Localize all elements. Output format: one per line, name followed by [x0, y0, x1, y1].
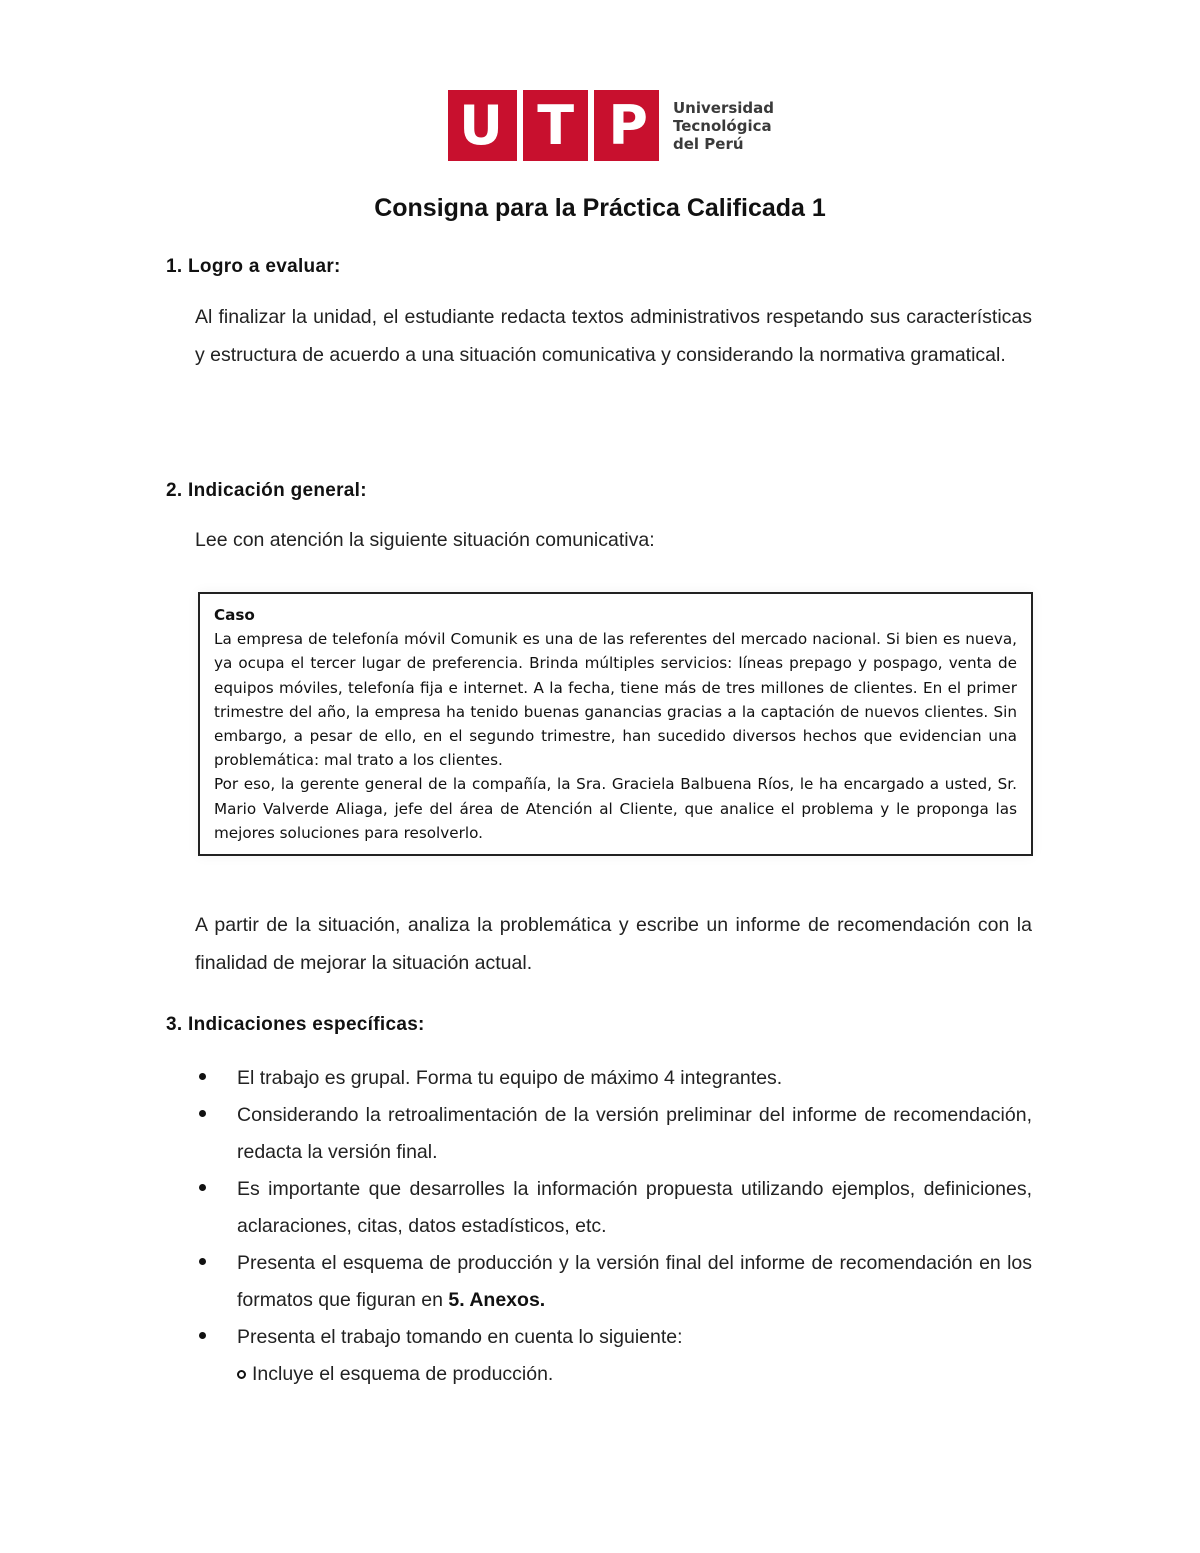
section-3-heading: 3. Indicaciones específicas: [166, 1014, 425, 1035]
list-item-text [237, 1245, 1032, 1319]
section-1-text: Al finalizar la unidad, el estudiante redacta textos administrativos respetando sus características y estructura de acuerdo a una situación comunicativa y considerando la normativa gramatical. [195, 306, 1032, 366]
list-item [195, 1245, 1032, 1319]
list-item-text-plain: Presenta el esquema de producción y la versión final del informe de recomendación en los formatos que figuran en [237, 1252, 1032, 1311]
list-item-text: Presenta el trabajo tomando en cuenta lo siguiente: [237, 1326, 683, 1348]
logo-letter-p: P [608, 94, 648, 157]
logo-letter-t: T [537, 94, 575, 157]
list-item-text: Es importante que desarrolles la información propuesta utilizando ejemplos, definiciones, aclaraciones, citas, datos estadísticos, etc. [237, 1178, 1032, 1237]
list-item-text: Considerando la retroalimentación de la versión preliminar del informe de recomendación, redacta la versión final. [237, 1104, 1032, 1163]
section-2-outro: A partir de la situación, analiza la problemática y escribe un informe de recomendación con la finalidad de mejorar la situación actual. [195, 914, 1032, 974]
list-item [195, 1319, 1032, 1393]
case-paragraph-2: Por eso, la gerente general de la compañía, la Sra. Graciela Balbuena Ríos, le ha encargado a usted, Sr. Mario Valverde Aliaga, jefe del área de Atención al Cliente, que analice el problema y le proponga las mejores soluciones para resolverlo. [214, 775, 1017, 842]
bullet-icon [199, 1258, 206, 1265]
sub-list-item-text: Incluye el esquema de producción. [252, 1363, 554, 1385]
logo-line-3: del Perú [673, 134, 744, 153]
section-1-heading: 1. Logro a evaluar: [166, 256, 341, 277]
case-title: Caso [214, 606, 255, 624]
list-item [195, 1060, 1032, 1097]
bullet-icon [199, 1073, 206, 1080]
logo-separator [588, 90, 594, 161]
list-item [195, 1097, 1032, 1171]
logo-line-2: Tecnológica [673, 116, 772, 135]
specific-instructions-list [195, 1060, 1032, 1393]
utp-logo [448, 90, 774, 161]
logo-wordmark [673, 99, 774, 153]
logo-letter-u: U [459, 94, 503, 157]
document-title: Consigna para la Práctica Calificada 1 [374, 194, 826, 222]
section-2-heading: 2. Indicación general: [166, 480, 367, 501]
annex-reference: 5. Anexos. [448, 1289, 546, 1311]
list-item-text: El trabajo es grupal. Forma tu equipo de máximo 4 integrantes. [237, 1067, 783, 1089]
bullet-icon [199, 1110, 206, 1117]
case-box [198, 592, 1033, 856]
sub-list-item [237, 1356, 1032, 1393]
section-2-intro: Lee con atención la siguiente situación comunicativa: [195, 529, 655, 551]
logo-line-1: Universidad [673, 98, 775, 117]
utp-logo-mark [448, 90, 659, 161]
hollow-bullet-icon [237, 1370, 246, 1379]
bullet-icon [199, 1184, 206, 1191]
bullet-icon [199, 1332, 206, 1339]
list-item [195, 1171, 1032, 1245]
logo-separator [517, 90, 523, 161]
case-paragraph-1: La empresa de telefonía móvil Comunik es una de las referentes del mercado nacional. Si bien es nueva, ya ocupa el tercer lugar de preferencia. Brinda múltiples servicios: líneas prepago y pospago, venta de equipos móviles, telefonía fija e internet. A la fecha, tiene más de tres millones de clientes. En el primer trimestre del año, la empresa ha tenido buenas ganancias gracias a la captación de nuevos clientes. Sin embargo, a pesar de ello, en el segundo trimestre, han sucedido diversos hechos que evidencian una problemática: mal trato a los clientes. [214, 630, 1017, 770]
